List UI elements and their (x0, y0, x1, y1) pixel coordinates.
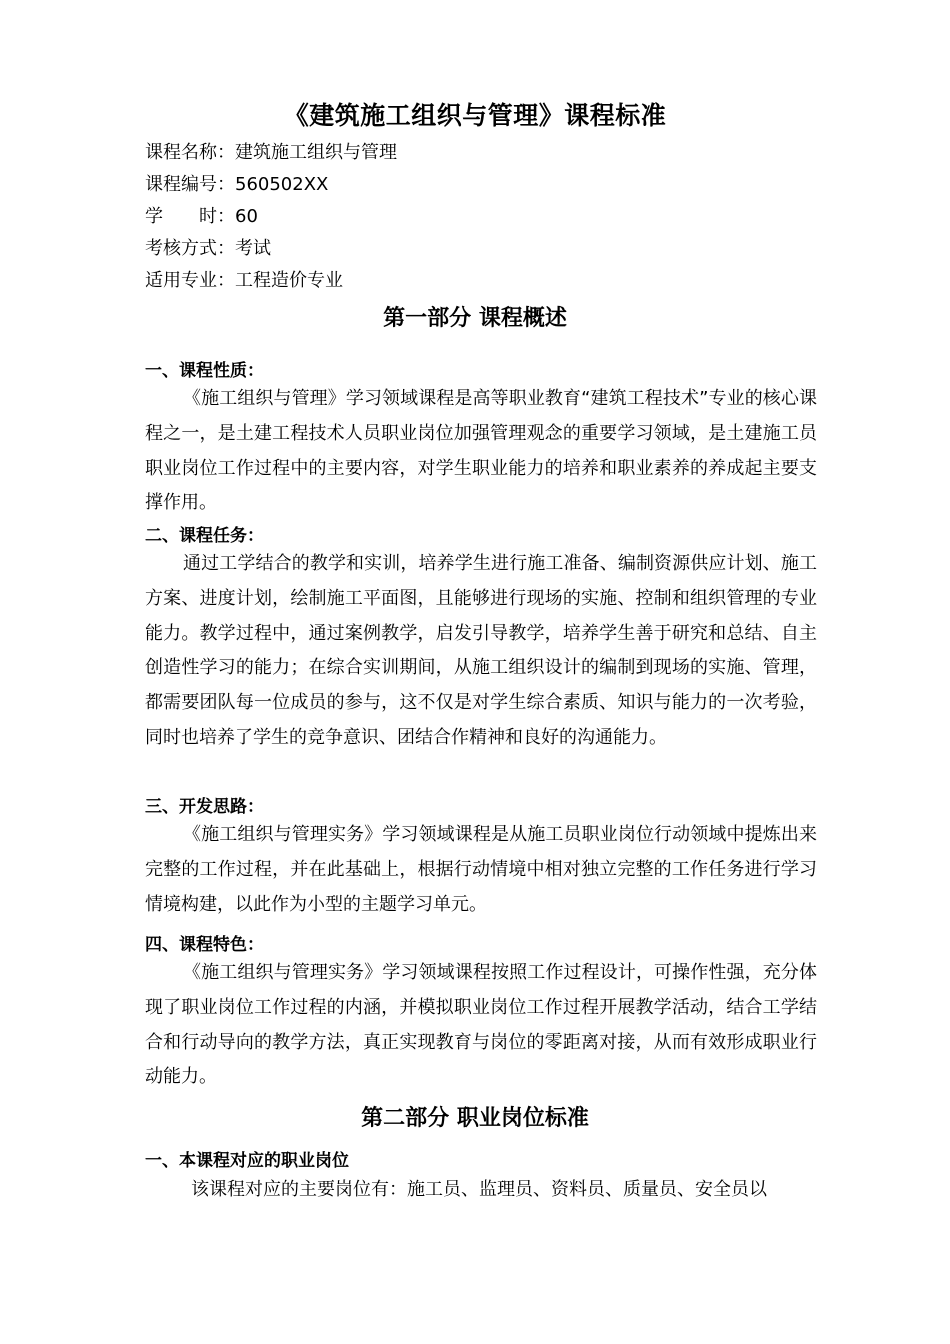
section-heading: 一、课程性质： (145, 361, 264, 381)
section-paragraph: 该课程对应的主要岗位有：施工员、监理员、资料员、质量员、安全员以 (191, 1179, 767, 1200)
document-title: 《建筑施工组织与管理》课程标准 (283, 101, 667, 130)
section-heading: 三、开发思路： (145, 797, 264, 817)
meta-major: 适用专业：工程造价专业 (145, 270, 343, 291)
section-paragraph: 《施工组织与管理实务》学习领域课程是从施工员职业岗位行动领域中提炼出来完整的工作过程，并在此基础上，根据行动情境中相对独立完整的工作任务进行学习情境构建，以此作为小型的主题学习单元。 (145, 824, 817, 915)
part1-title: 第一部分 课程概述 (383, 306, 567, 331)
meta-course-code: 课程编号：560502XX (145, 174, 329, 195)
section-heading: 二、课程任务： (145, 526, 264, 546)
meta-assessment: 考核方式：考试 (145, 238, 271, 259)
meta-hours: 学 时：60 (145, 206, 258, 227)
section-heading: 四、课程特色： (145, 935, 264, 955)
section-paragraph: 《施工组织与管理》学习领域课程是高等职业教育“建筑工程技术”专业的核心课程之一，是土建工程技术人员职业岗位加强管理观念的重要学习领域，是土建施工员职业岗位工作过程中的主要内容，对学生职业能力的培养和职业素养的养成起主要支撑作用。 (145, 388, 817, 514)
section-heading: 一、本课程对应的职业岗位 (145, 1151, 349, 1171)
meta-course-name: 课程名称：建筑施工组织与管理 (145, 142, 397, 163)
section-paragraph: 《施工组织与管理实务》学习领域课程按照工作过程设计，可操作性强，充分体现了职业岗位工作过程的内涵，并模拟职业岗位工作过程开展教学活动，结合工学结合和行动导向的教学方法，真正实现教育与岗位的零距离对接，从而有效形成职业行动能力。 (145, 962, 817, 1088)
section-paragraph: 通过工学结合的教学和实训，培养学生进行施工准备、编制资源供应计划、施工方案、进度计划，绘制施工平面图，且能够进行现场的实施、控制和组织管理的专业能力。教学过程中，通过案例教学，启发引导教学，培养学生善于研究和总结、自主创造性学习的能力；在综合实训期间，从施工组织设计的编制到现场的实施、管理，都需要团队每一位成员的参与，这不仅是对学生综合素质、知识与能力的一次考验，同时也培养了学生的竞争意识、团结合作精神和良好的沟通能力。 (145, 553, 817, 748)
part2-title: 第二部分 职业岗位标准 (361, 1106, 589, 1131)
